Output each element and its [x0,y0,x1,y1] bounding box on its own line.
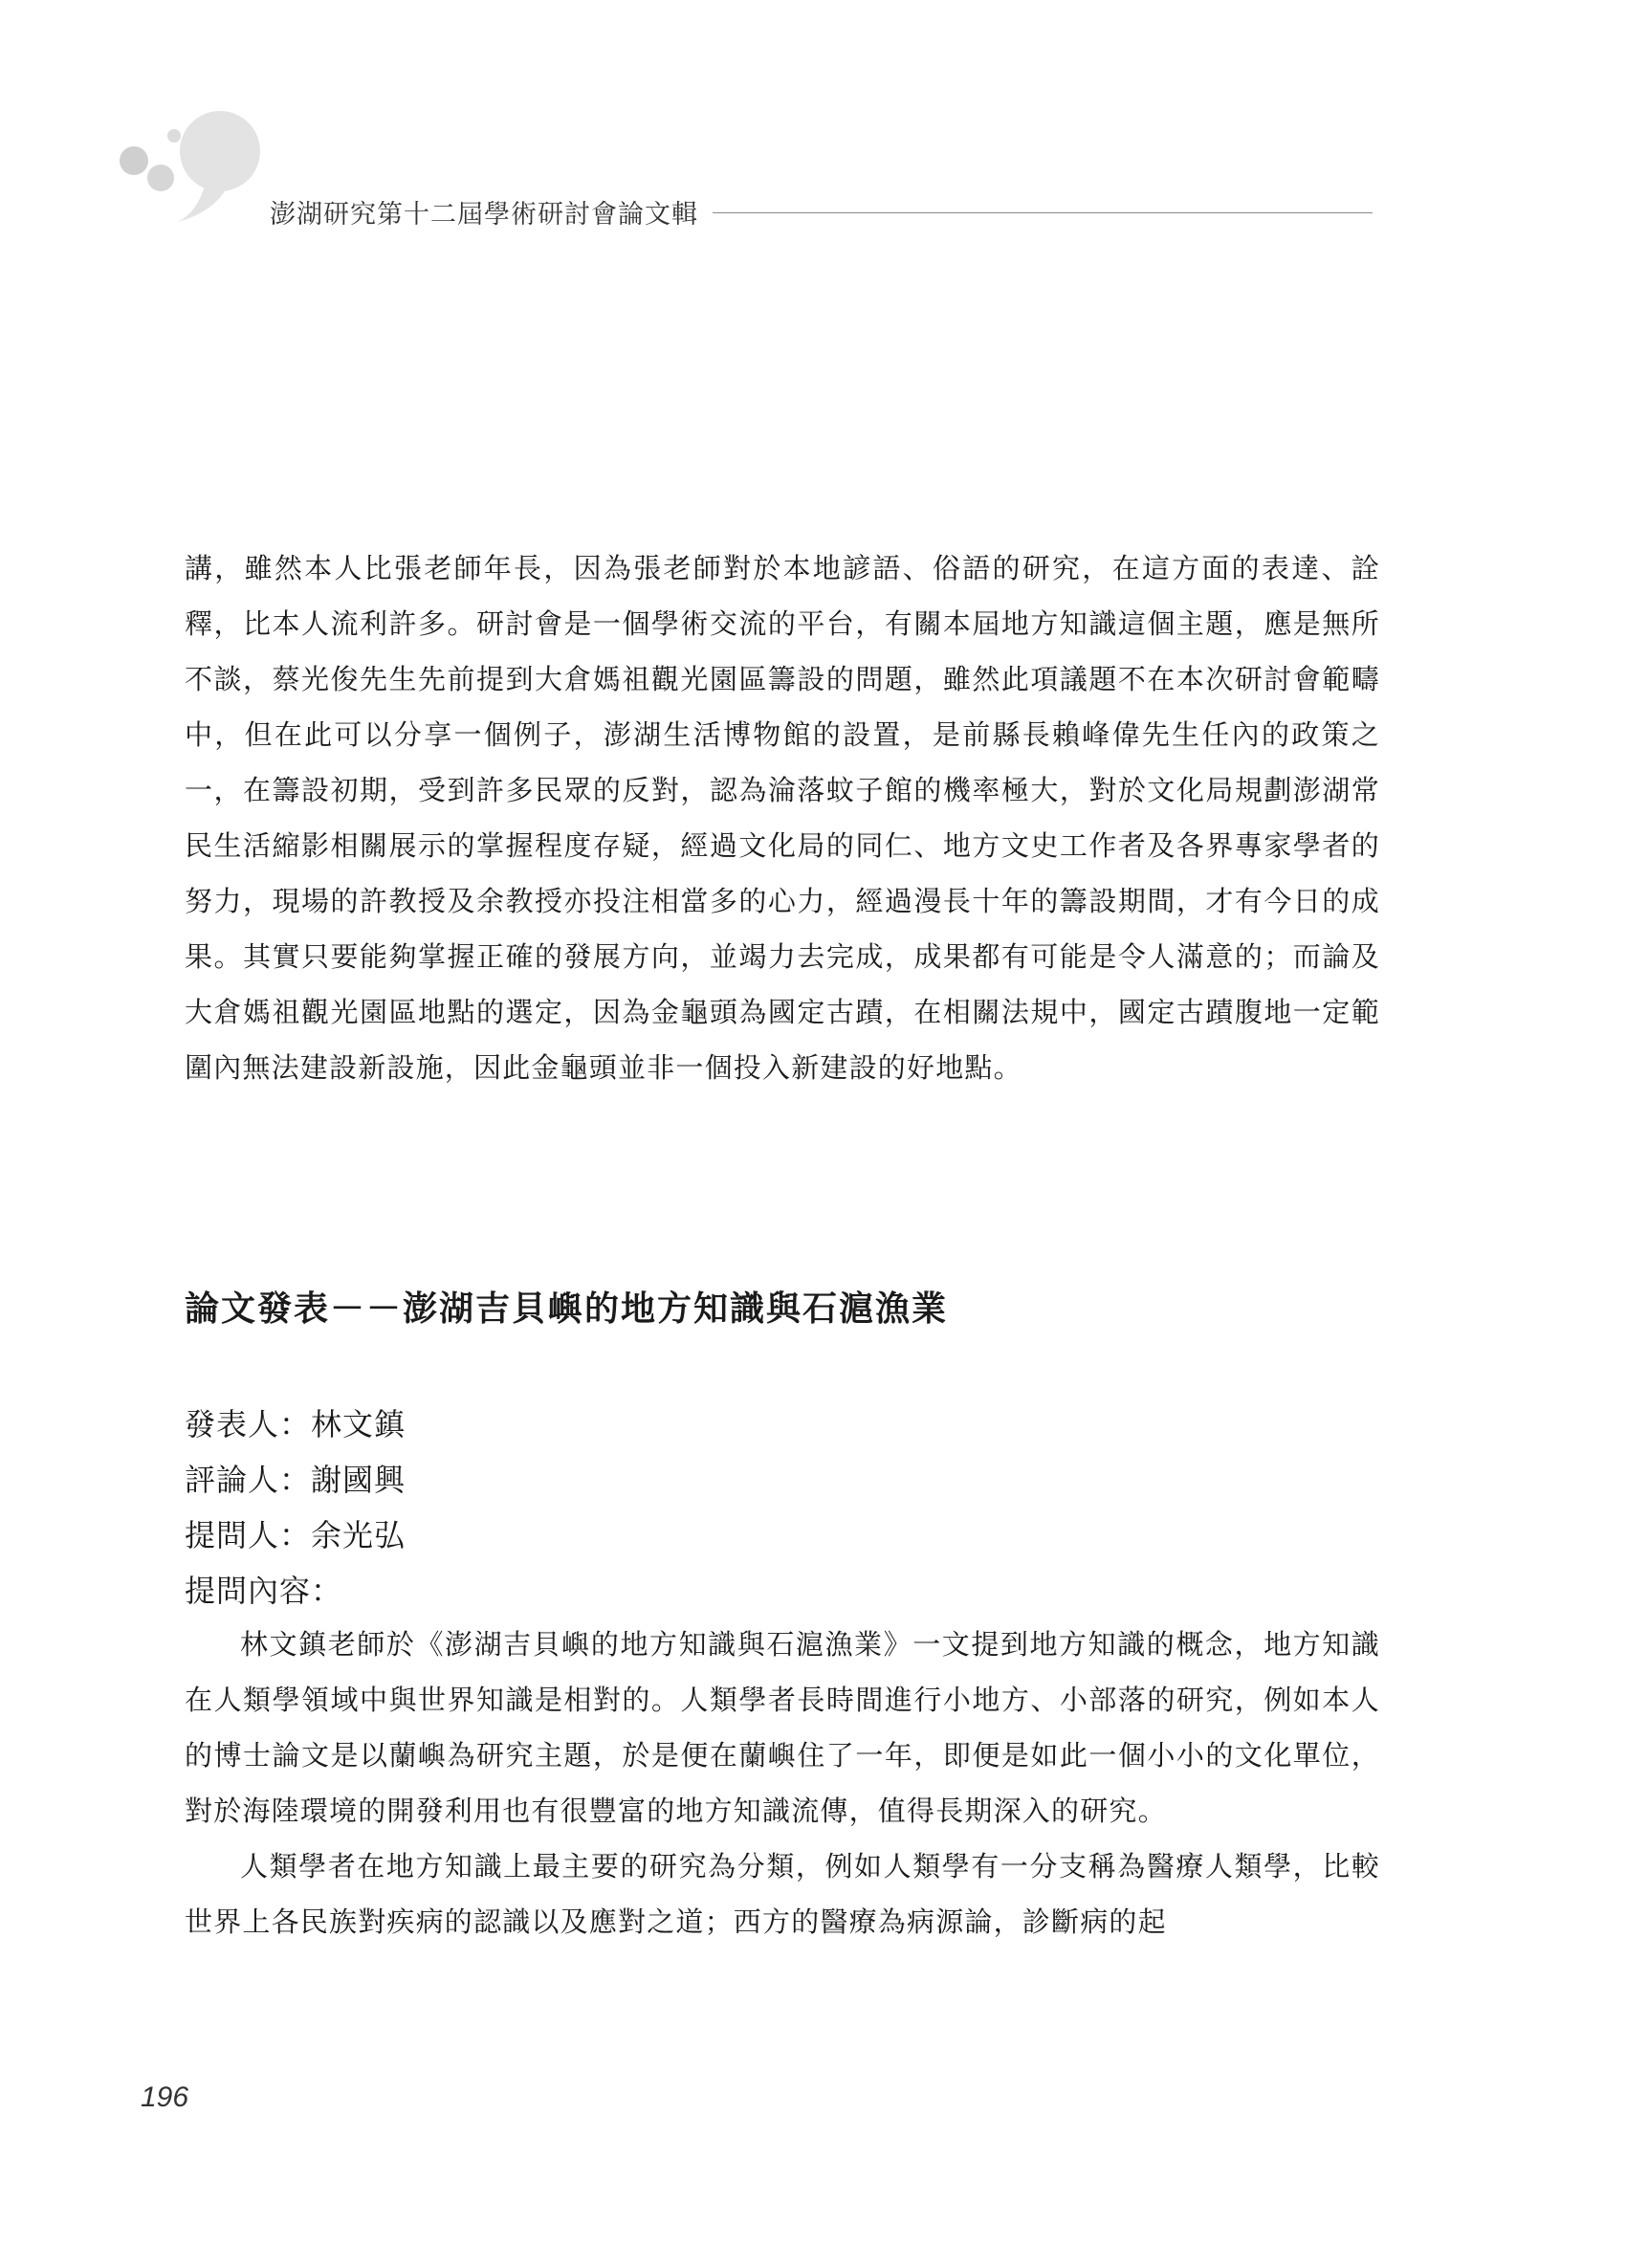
question-content-label: 提問內容： [185,1573,343,1609]
commentator-line: 評論人：謝國興 [185,1462,406,1498]
page-number: 196 [141,2081,189,2113]
header-divider [713,212,1373,213]
question-content [185,1617,1380,1949]
body-paragraph: 講，雖然本人比張老師年長，因為張老師對於本地諺語、俗語的研究，在這方面的表達、詮釋，比本人流利許多。研討會是一個學術交流的平台，有關本屆地方知識這個主題，應是無所不談，蔡光俊先生先前提到大倉媽祖觀光園區籌設的問題，雖然此項議題不在本次研討會範疇中，但在此可以分享一個例子，澎湖生活博物館的設置，是前縣長賴峰偉先生任內的政策之一，在籌設初期，受到許多民眾的反對，認為淪落蚊子館的機率極大，對於文化局規劃澎湖常民生活縮影相關展示的掌握程度存疑，經過文化局的同仁、地方文史工作者及各界專家學者的努力，現場的許教授及余教授亦投注相當多的心力，經過漫長十年的籌設期間，才有今日的成果。其實只要能夠掌握正確的發展方向，並竭力去完成，成果都有可能是令人滿意的；而論及大倉媽祖觀光園區地點的選定，因為金龜頭為國定古蹟，在相關法規中，國定古蹟腹地一定範圍內無法建設新設施，因此金龜頭並非一個投入新建設的好地點。 [185,552,1380,1084]
running-header-title: 澎湖研究第十二屆學術研討會論文輯 [270,200,698,230]
presenter-line: 發表人：林文鎮 [185,1406,406,1442]
speech-bubble-logo-icon [105,105,268,230]
body-paragraph: 林文鎮老師於《澎湖吉貝嶼的地方知識與石滬漁業》一文提到地方知識的概念，地方知識在人類學領域中與世界知識是相對的。人類學者長時間進行小地方、小部落的研究，例如本人的博士論文是以蘭嶼為研究主題，於是便在蘭嶼住了一年，即便是如此一個小小的文化單位，對於海陸環境的開發利用也有很豐富的地方知識流傳，值得長期深入的研究。 [185,1628,1380,1827]
section-heading: 論文發表－－澎湖吉貝嶼的地方知識與石滬漁業 [185,1288,949,1329]
questioner-line: 提問人：余光弘 [185,1517,406,1553]
session-info [185,1397,406,1618]
body-paragraph: 人類學者在地方知識上最主要的研究為分類，例如人類學有一分支稱為醫療人類學，比較世界上各民族對疾病的認識以及應對之道；西方的醫療為病源論，診斷病的起 [185,1850,1380,1938]
